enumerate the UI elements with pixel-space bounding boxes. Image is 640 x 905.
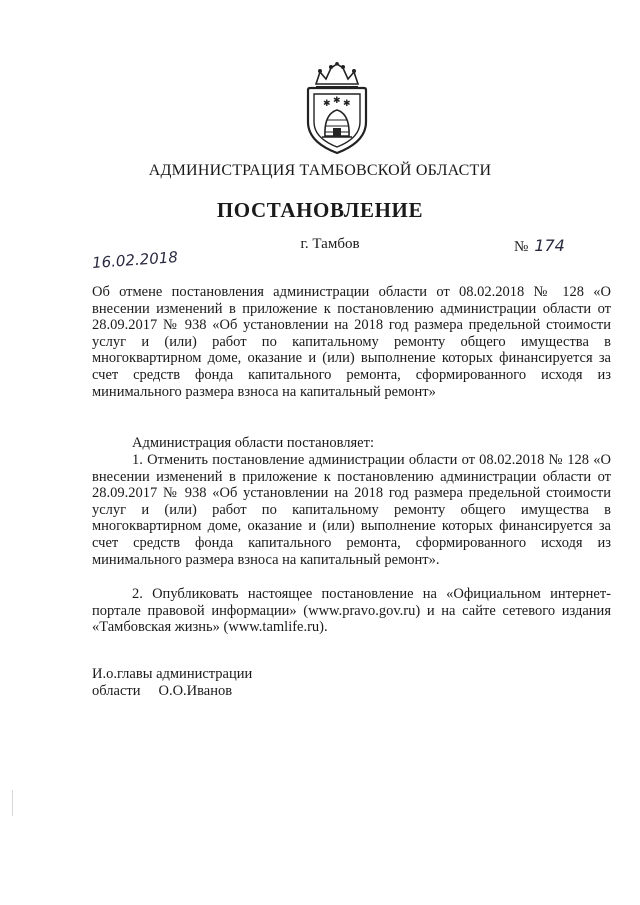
coat-of-arms-icon — [302, 62, 372, 156]
margin-mark — [12, 790, 13, 816]
signatory-name: О.О.Иванов — [158, 683, 233, 699]
handwritten-date: 16.02.2018 — [91, 248, 179, 272]
signatory-position-line-2: области — [92, 683, 141, 699]
number-prefix: № — [514, 239, 529, 255]
resolution-item-2: 2. Опубликовать настоящее постановление на «Официальном интернет-портале правовой информации» (www.pravo.gov.ru) и на сайте сетевого издания «Тамбовская жизнь» (www.tamlife.ru). — [92, 586, 611, 636]
resolution-intro: Администрация области постановляет: — [132, 435, 374, 451]
signatory-position-line-1: И.о.главы администрации — [92, 666, 253, 682]
handwritten-number: 174 — [534, 236, 565, 255]
document-number — [514, 236, 565, 256]
svg-text:✱: ✱ — [333, 96, 341, 106]
svg-text:✱: ✱ — [343, 99, 351, 109]
organization-name: АДМИНИСТРАЦИЯ ТАМБОВСКОЙ ОБЛАСТИ — [148, 162, 492, 179]
resolution-item-1: 1. Отменить постановление администрации области от 08.02.2018 № 128 «О внесении изменений в приложение к постановлению администрации области от 28.09.2017 № 938 «Об установлении на 2018 год размера предельной стоимости услуг и (или) работ по капитальному ремонту общего имущества в многоквартирном доме, оказание и (или) выполнение которых финансируется за счет средств фонда капитального ремонта, сформированного исходя из минимального размера взноса на капитальный ремонт». — [92, 452, 611, 568]
document-subject: Об отмене постановления администрации области от 08.02.2018 № 128 «О внесении изменений в приложение к постановлению администрации области от 28.09.2017 № 938 «Об установлении на 2018 год размера предельной стоимости услуг и (или) работ по капитальному ремонту общего имущества в многоквартирном доме, оказание и (или) выполнение которых финансируется за счет средств фонда капитального ремонта, сформированного исходя из минимального размера взноса на капитальный ремонт» — [92, 284, 611, 400]
svg-text:✱: ✱ — [323, 99, 331, 109]
city-label: г. Тамбов — [300, 236, 360, 252]
signature-block — [92, 666, 252, 700]
document-type-heading: ПОСТАНОВЛЕНИЕ — [216, 198, 424, 222]
signatory-line-2 — [92, 683, 252, 700]
